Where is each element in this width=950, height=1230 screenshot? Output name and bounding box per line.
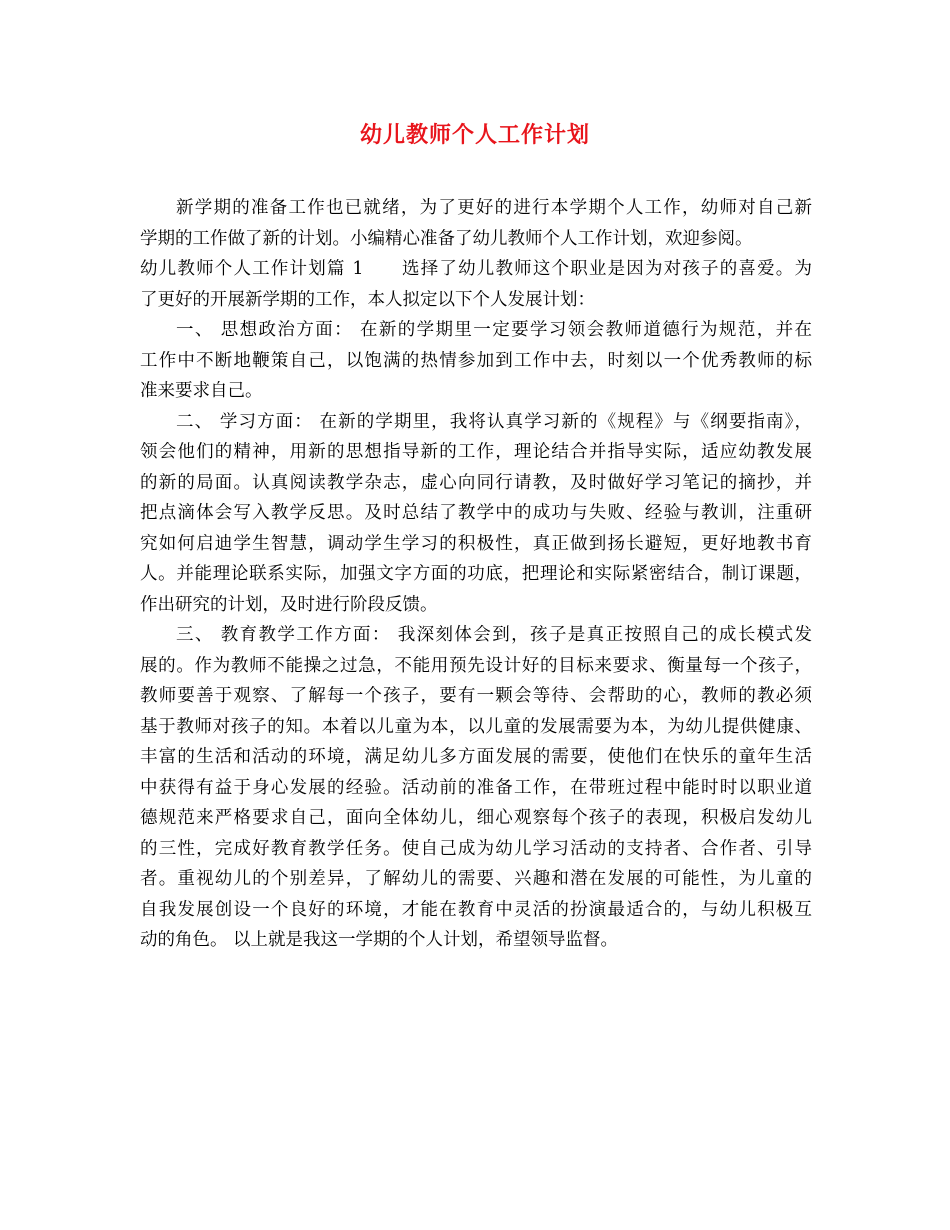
body-line: 究如何启迪学生智慧，调动学生学习的积极性，真正做到扬长避短，更好地教书育 [140,533,812,554]
body-line: 三、 教育教学工作方面： 我深刻体会到，孩子是真正按照自己的成长模式发 [176,625,812,645]
body-line: 中获得有益于身心发展的经验。活动前的准备工作，在带班过程中能时时以职业道 [140,777,812,798]
body-line: 人。并能理论联系实际，加强文字方面的功底，把理论和实际紧密结合，制订课题， [140,564,812,584]
body-line: 作出研究的计划，及时进行阶段反馈。 [140,594,438,615]
body-line: 基于教师对孩子的知。本着以儿童为本，以儿童的发展需要为本，为幼儿提供健康、 [140,716,812,737]
body-line: 了更好的开展新学期的工作，本人拟定以下个人发展计划： [140,289,595,310]
body-line: 一、 思想政治方面： 在新的学期里一定要学习领会教师道德行为规范，并在 [176,320,812,340]
body-line: 准来要求自己。 [140,381,263,401]
body-line: 者。重视幼儿的个别差异，了解幼儿的需要、兴趣和潜在发展的可能性，为儿童的 [140,869,812,889]
body-line: 丰富的生活和活动的环境，满足幼儿多方面发展的需要，使他们在快乐的童年生活 [140,747,812,767]
body-line: 展的。作为教师不能操之过急，不能用预先设计好的目标来要求、衡量每一个孩子， [140,655,812,676]
body-line: 教师要善于观察、了解每一个孩子，要有一颗会等待、会帮助的心，教师的教必须 [140,686,812,706]
body-line: 学期的工作做了新的计划。小编精心准备了幼儿教师个人工作计划，欢迎参阅。 [140,228,753,249]
body-line: 德规范来严格要求自己，面向全体幼儿，细心观察每个孩子的表现，积极启发幼儿 [140,808,812,828]
body-line: 新学期的准备工作也已就绪，为了更好的进行本学期个人工作，幼师对自己新 [176,198,812,218]
body-line: 幼儿教师个人工作计划篇 1 选择了幼儿教师这个职业是因为对孩子的喜爱。为 [140,259,812,279]
body-line: 工作中不断地鞭策自己，以饱满的热情参加到工作中去，时刻以一个优秀教师的标 [140,350,812,371]
body-line: 把点滴体会写入教学反思。及时总结了教学中的成功与失败、经验与教训，注重研 [140,503,812,523]
document-body [140,193,812,956]
body-line: 动的角色。 以上就是我这一学期的个人计划，希望领导监督。 [140,930,619,950]
body-line: 的新的局面。认真阅读教学杂志，虚心向同行请教，及时做好学习笔记的摘抄，并 [140,472,812,493]
body-line: 二、 学习方面： 在新的学期里，我将认真学习新的《规程》与《纲要指南》， [176,411,812,432]
body-line: 领会他们的精神，用新的思想指导新的工作，理论结合并指导实际，适应幼教发展 [140,442,812,462]
body-line: 的三性，完成好教育教学任务。使自己成为幼儿学习活动的支持者、合作者、引导 [140,838,812,859]
body-line: 自我发展创设一个良好的环境，才能在教育中灵活的扮演最适合的，与幼儿积极互 [140,899,812,920]
document-title: 幼儿教师个人工作计划 [359,122,590,148]
